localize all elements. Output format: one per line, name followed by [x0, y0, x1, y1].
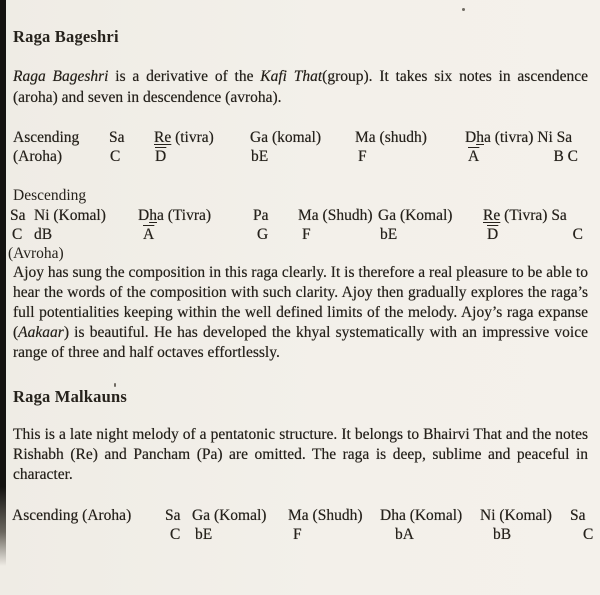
sargam-note-suffix: a (tivra) Ni Sa [483, 129, 573, 146]
western-note: F [302, 226, 311, 243]
sargam-note: Ma (Shudh) [298, 207, 373, 224]
note-cell [355, 128, 427, 166]
sargam-note: Sa [570, 507, 586, 524]
western-note-overlined: $\overline{D}$ [155, 148, 167, 165]
note-cell [10, 206, 26, 244]
western-note: bB [493, 526, 512, 543]
sargam-note-suffix: (tivra) [171, 129, 214, 146]
note-cell [483, 206, 583, 244]
scan-speck [462, 8, 465, 11]
paragraph-malkauns-intro: This is a late night melody of a pentatonic structure. It belongs to Bhairvi That and the notes Rishabh (Re) and Pancham (Pa) are omitted. The raga is deep, sublime and peaceful in character. [13, 426, 588, 483]
note-cell [253, 206, 269, 244]
western-note: C [170, 526, 181, 543]
western-note: F [358, 148, 367, 165]
western-note: bA [395, 526, 414, 543]
western-note: B C [553, 148, 578, 165]
table-bageshri-descending [0, 206, 600, 246]
sargam-note: Ga (Komal) [378, 207, 453, 224]
note-cell [298, 206, 372, 244]
note-cell [250, 128, 321, 166]
western-note: bE [195, 526, 213, 543]
sargam-note-underlined: h [476, 129, 484, 146]
sargam-note: Sa [165, 507, 181, 524]
sargam-note-underlined: h [149, 207, 157, 224]
italic-raga-bageshri: Raga Bageshri [13, 68, 109, 85]
paragraph-bageshri-intro [13, 66, 588, 108]
western-note: dB [34, 226, 53, 243]
label-aroha: (Aroha) [13, 148, 63, 165]
note-cell [378, 206, 452, 244]
note-cell [288, 506, 362, 544]
table-malkauns-ascending [0, 506, 600, 546]
western-note: bE [251, 148, 269, 165]
sargam-note: Ni (Komal) [480, 507, 552, 524]
western-note: C [12, 226, 23, 243]
western-note: C [572, 226, 583, 243]
label-avroha-wrap [8, 244, 583, 263]
note-cell [138, 206, 211, 244]
heading-raga-bageshri: Raga Bageshri [13, 27, 119, 46]
label-descending-wrap [13, 186, 588, 205]
sargam-note-prefix: D [465, 129, 477, 146]
sargam-note: Ga (komal) [250, 129, 322, 146]
note-cell [465, 128, 578, 166]
label-avroha: (Avroha) [8, 245, 64, 262]
western-note: G [257, 226, 269, 243]
note-cell [34, 206, 106, 244]
scan-edge-shadow [0, 0, 6, 566]
sargam-note: Ma (Shudh) [288, 507, 363, 524]
label-ascending-aroha: Ascending (Aroha) [12, 507, 132, 524]
heading-raga-malkauns: Raga Malkauns [13, 387, 127, 406]
note-cell [480, 506, 552, 544]
sargam-note-prefix: D [138, 207, 150, 224]
western-note: F [293, 526, 302, 543]
western-note: bE [380, 226, 398, 243]
commentary-text-2: ) is beautiful. He has developed the khyal systematically with an impressive voice range of three and half octaves effortlessly. [13, 324, 588, 361]
italic-kafi-that: Kafi That [260, 68, 323, 85]
table-bageshri-ascending [0, 128, 600, 168]
sargam-note: Ga (Komal) [192, 507, 267, 524]
sargam-note-underlined: Re [483, 207, 501, 224]
sargam-note: Sa [10, 207, 26, 224]
section-bageshri-heading [13, 27, 588, 47]
sargam-note-underlined: Re [154, 129, 172, 146]
sargam-note: Ma (shudh) [355, 129, 427, 146]
note-cell [380, 506, 462, 544]
western-note-overlined: $\overline{A}$ [143, 226, 155, 243]
note-cell [570, 506, 593, 544]
intro-text-1: is a derivative of the [108, 68, 261, 85]
italic-aakaar: Aakaar [18, 324, 64, 341]
paragraph-bageshri-commentary [13, 263, 588, 363]
commentary-text-1: Ajoy has sung the composition in this raga clearly. It is therefore a real pleasure to be able to hear the words of the composition with such clarity. Ajoy then gradually explores the raga’s full potentialities keeping within the well defined limits of the melody. Ajoy’s raga expanse ( [13, 264, 588, 341]
sargam-note: Sa [109, 129, 125, 146]
sargam-note: Ni (Komal) [34, 207, 106, 224]
western-note: C [583, 526, 594, 543]
label-descending: Descending [13, 187, 87, 204]
note-cell [154, 128, 214, 166]
western-note-overlined: $\overline{D}$ [487, 226, 499, 243]
sargam-note-suffix: a (Tivra) [156, 207, 212, 224]
western-note: C [110, 148, 121, 165]
note-cell [165, 506, 181, 544]
label-ascending: Ascending [13, 129, 80, 146]
section-malkauns-heading [13, 387, 588, 407]
row-label [12, 506, 131, 525]
sargam-note: Dha (Komal) [380, 507, 463, 524]
sargam-note: Pa [253, 207, 269, 224]
note-cell [109, 128, 125, 166]
note-cell [192, 506, 266, 544]
row-label [13, 128, 79, 166]
western-note-overlined: $\overline{A}$ [468, 148, 480, 165]
sargam-note-suffix: (Tivra) Sa [500, 207, 567, 224]
intro-text-2: (group). It takes six notes in ascendence (aroha) and seven in descendence (avroha). [13, 68, 588, 106]
